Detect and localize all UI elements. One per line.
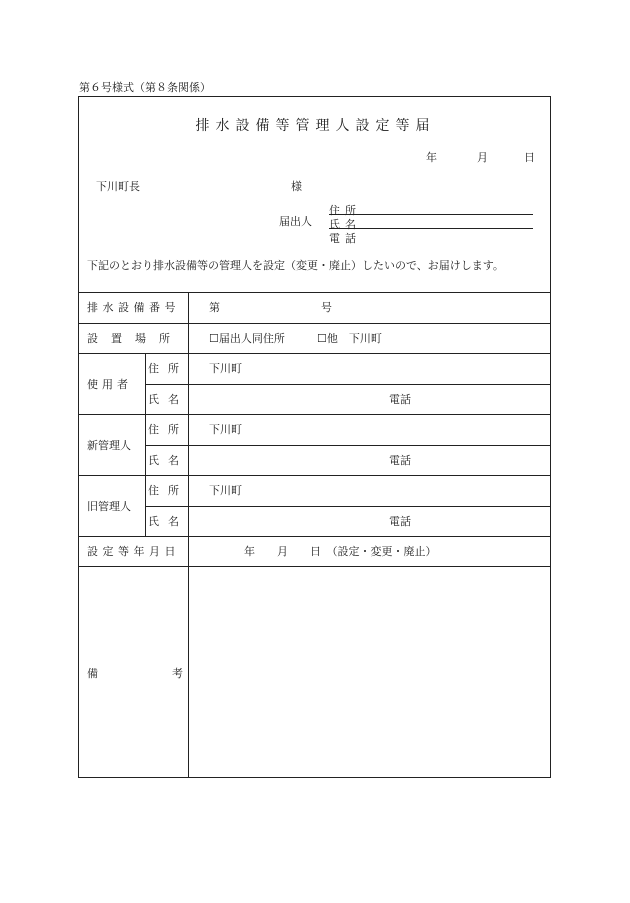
date-year-label: 年 <box>426 151 437 164</box>
user-address-label: 住所 <box>148 362 188 375</box>
drain-number-label: 排水設備番号 <box>87 301 180 314</box>
divider <box>79 475 550 476</box>
intro-text: 下記のとおり排水設備等の管理人を設定（変更・廃止）したいので、お届けします。 <box>87 259 504 272</box>
old-manager-label: 旧管理人 <box>87 500 131 513</box>
addressee: 下川町長 <box>96 180 140 193</box>
applicant-phone-field[interactable] <box>329 229 533 245</box>
divider <box>79 536 550 537</box>
column-divider <box>145 353 146 536</box>
new-manager-phone[interactable]: 電話 <box>389 454 411 467</box>
user-label: 使用者 <box>87 378 132 391</box>
divider <box>79 292 550 293</box>
new-manager-name-label: 氏名 <box>148 454 188 467</box>
old-manager-phone[interactable]: 電話 <box>389 515 411 528</box>
notification-form <box>78 96 551 778</box>
old-manager-address-town[interactable]: 下川町 <box>209 484 242 497</box>
applicant-address-label: 住所 <box>329 204 361 217</box>
new-manager-label: 新管理人 <box>87 439 131 452</box>
honorific: 様 <box>291 180 302 193</box>
form-title: 排水設備等管理人設定等届 <box>195 118 436 134</box>
date-month-label: 月 <box>477 151 488 164</box>
divider <box>79 353 550 354</box>
remarks-label-right: 考 <box>172 667 183 680</box>
location-option-same-address[interactable]: ☐届出人同住所 <box>209 332 285 345</box>
divider <box>145 445 550 446</box>
applicant-phone-label: 電話 <box>329 232 361 245</box>
location-option-other[interactable]: ☐他 下川町 <box>317 332 382 345</box>
divider <box>145 384 550 385</box>
divider <box>145 506 550 507</box>
user-phone[interactable]: 電話 <box>389 393 411 406</box>
applicant-name-field[interactable] <box>329 215 533 229</box>
drain-number-prefix: 第 <box>209 301 220 314</box>
setting-date-label: 設定等年月日 <box>87 545 180 558</box>
location-label: 設置場所 <box>87 332 183 345</box>
user-name-label: 氏名 <box>148 393 188 406</box>
date-day-label: 日 <box>524 151 535 164</box>
column-divider <box>188 292 189 778</box>
drain-number-suffix: 号 <box>321 301 332 314</box>
old-manager-name-label: 氏名 <box>148 515 188 528</box>
old-manager-address-label: 住所 <box>148 484 188 497</box>
new-manager-address-label: 住所 <box>148 423 188 436</box>
remarks-field[interactable] <box>190 568 548 776</box>
new-manager-address-town[interactable]: 下川町 <box>209 423 242 436</box>
applicant-label: 届出人 <box>279 215 312 228</box>
setting-date-value[interactable]: 年 月 日 （設定・変更・廃止） <box>244 545 437 558</box>
divider <box>79 566 550 567</box>
applicant-address-field[interactable] <box>329 201 533 215</box>
applicant-name-label: 氏名 <box>329 218 361 231</box>
remarks-label-left: 備 <box>87 667 98 680</box>
divider <box>79 414 550 415</box>
divider <box>79 323 550 324</box>
user-address-town[interactable]: 下川町 <box>209 362 242 375</box>
form-number: 第６号様式（第８条関係） <box>79 81 211 94</box>
